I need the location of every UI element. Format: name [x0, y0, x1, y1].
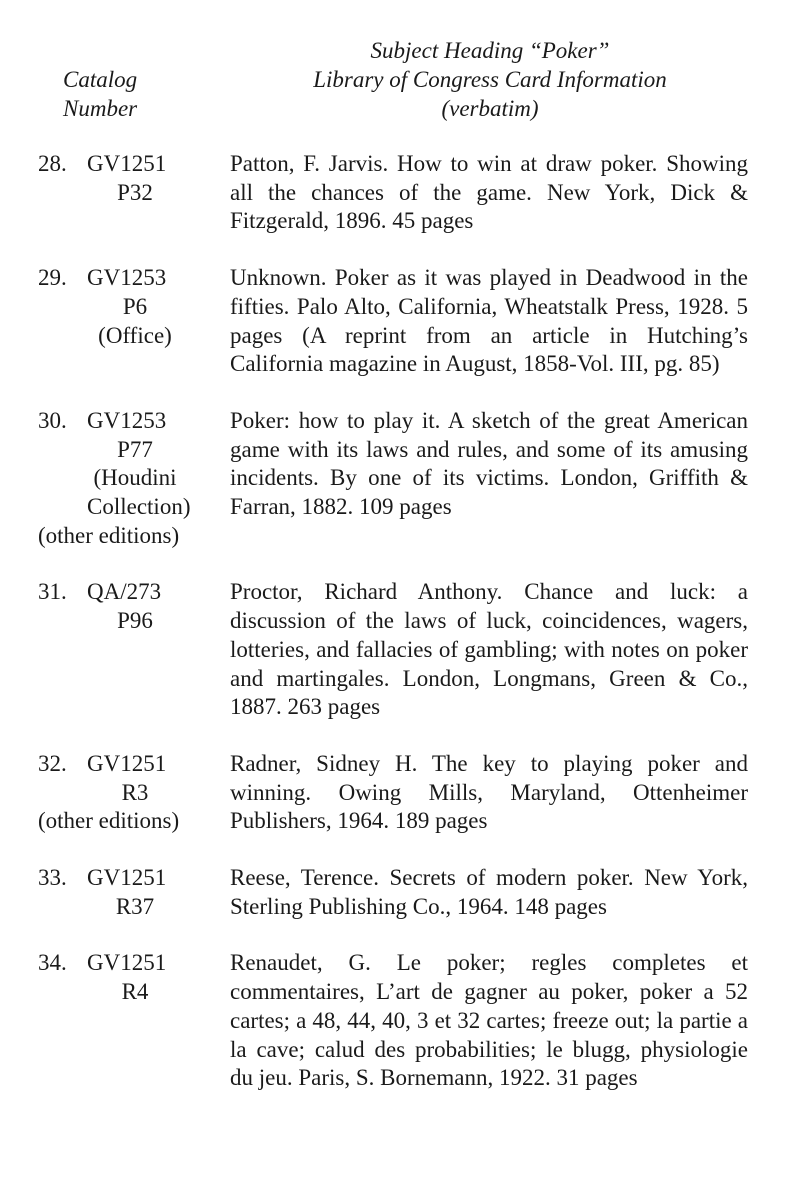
catalog-line: GV1253 — [87, 265, 167, 291]
catalog-line: Collection) — [87, 494, 191, 520]
catalog-line: (other editions) — [38, 522, 180, 548]
catalog-entry — [0, 750, 800, 836]
entry-number: 30. — [38, 407, 67, 433]
entry-number: 32. — [38, 750, 67, 776]
entry-list — [0, 150, 800, 1121]
catalog-line: GV1251 — [87, 750, 167, 776]
heading-line: Subject Heading “Poker” — [370, 38, 610, 63]
catalog-line: (other editions) — [38, 808, 180, 834]
catalog-entry — [0, 949, 800, 1093]
catalog-line: P96 — [117, 608, 153, 634]
catalog-entry — [0, 578, 800, 722]
catalog-line: (Houdini — [93, 465, 177, 491]
catalog-line: (Office) — [98, 322, 172, 348]
catalog-line: P6 — [122, 293, 148, 319]
entry-description: Renaudet, G. Le poker; regles completes et commentaires, L’art de gagner au poker, poker a 52 cartes; a 48, 44, 40, 3 et 32 cartes; freeze out; la partie a la cave; calud des probabilities; le blugg, physiologie du jeu. Paris, S. Bornemann, 1922. 31 pages — [230, 950, 748, 1091]
heading-line: (verbatim) — [441, 96, 539, 121]
catalog-entry — [0, 407, 800, 551]
entry-description: Unknown. Poker as it was played in Deadwood in the fifties. Palo Alto, California, Wheatstalk Press, 1928. 5 pages (A reprint from an article in Hutching’s California magazine in August, 1858-Vol. III, pg. 85) — [230, 265, 748, 377]
entry-number: 29. — [38, 265, 67, 291]
catalog-entry — [0, 864, 800, 921]
entry-number: 34. — [38, 950, 67, 976]
catalog-line: GV1251 — [87, 865, 167, 891]
catalog-line: P77 — [117, 436, 153, 462]
catalog-number-heading — [63, 65, 137, 123]
catalog-entry — [0, 150, 800, 236]
entry-description: Radner, Sidney H. The key to playing poker and winning. Owing Mills, Maryland, Ottenheimer Publishers, 1964. 189 pages — [230, 750, 748, 834]
catalog-line: GV1251 — [87, 950, 167, 976]
catalog-number — [0, 264, 230, 379]
entry-number: 33. — [38, 865, 67, 891]
catalog-number — [0, 750, 230, 836]
catalog-line: GV1253 — [87, 407, 167, 433]
entry-number: 31. — [38, 579, 67, 605]
heading-line: Number — [63, 96, 138, 121]
subject-heading — [240, 36, 740, 123]
entry-number: 28. — [38, 151, 67, 176]
catalog-line: R3 — [121, 779, 149, 805]
catalog-number — [0, 150, 230, 236]
catalog-line: P32 — [117, 179, 153, 205]
entry-description: Poker: how to play it. A sketch of the great American game with its laws and rules, and some of its amusing incidents. By one of its victims. London, Griffith & Farran, 1882. 109 pages — [230, 407, 748, 520]
catalog-line: GV1251 — [87, 151, 167, 176]
catalog-number — [0, 949, 230, 1093]
catalog-number — [0, 578, 230, 722]
heading-line: Library of Congress Card Information — [313, 67, 667, 92]
catalog-number — [0, 407, 230, 551]
entry-description: Patton, F. Jarvis. How to win at draw poker. Showing all the chances of the game. New York, Dick & Fitzgerald, 1896. 45 pages — [230, 151, 748, 234]
entry-description: Proctor, Richard Anthony. Chance and luck: a discussion of the laws of luck, coincidences, wagers, lotteries, and fallacies of gambling; with notes on poker and martingales. London, Longmans, Green & Co., 1887. 263 pages — [230, 579, 748, 720]
entry-description: Reese, Terence. Secrets of modern poker. New York, Sterling Publishing Co., 1964. 148 pages — [230, 865, 748, 919]
catalog-entry — [0, 264, 800, 379]
catalog-line: QA/273 — [87, 579, 162, 605]
catalog-line: R37 — [115, 893, 155, 919]
catalog-number — [0, 864, 230, 921]
heading-line: Catalog — [63, 67, 138, 92]
catalog-line: R4 — [121, 979, 149, 1005]
